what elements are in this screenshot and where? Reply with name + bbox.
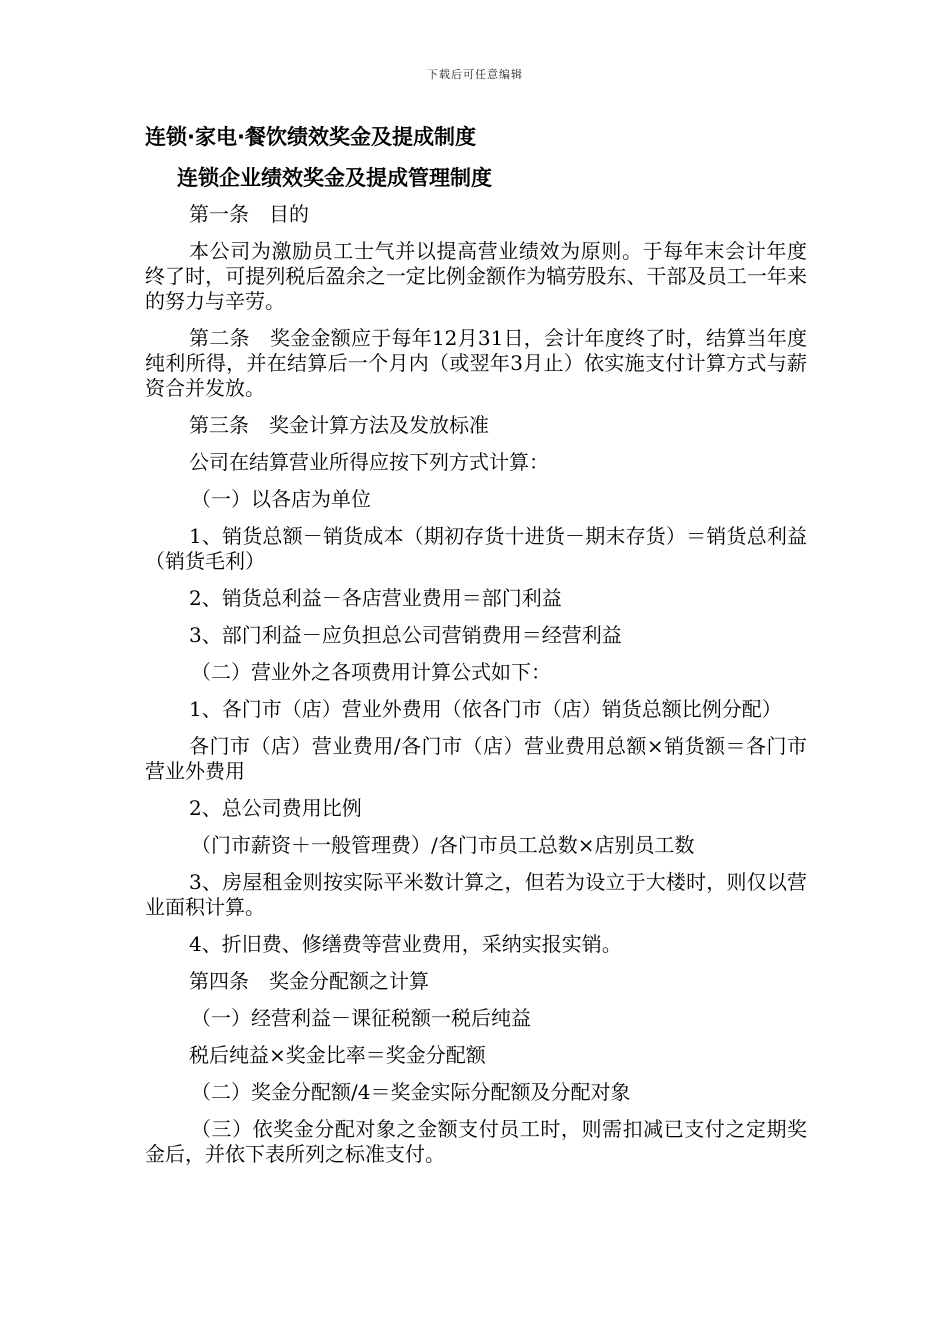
list-item: 4、折旧费、修缮费等营业费用，采纳实报实销。 bbox=[189, 932, 622, 956]
document-body bbox=[145, 122, 807, 1179]
formula-line: （门市薪资＋一般管理费）/各门市员工总数×店别员工数 bbox=[191, 833, 695, 857]
document-subtitle: 连锁企业绩效奖金及提成管理制度 bbox=[177, 166, 492, 190]
list-heading: （二）营业外之各项费用计算公式如下： bbox=[191, 660, 551, 684]
formula-line: 各门市（店）营业费用/各门市（店）营业费用总额×销货额＝各门市营业外费用 bbox=[145, 734, 807, 783]
formula-line: 税后纯益×奖金比率＝奖金分配额 bbox=[189, 1043, 486, 1067]
list-heading: （一）以各店为单位 bbox=[191, 487, 371, 511]
article-heading: 第三条 奖金计算方法及发放标准 bbox=[189, 413, 489, 437]
list-item: （三）依奖金分配对象之金额支付员工时，则需扣减已支付之定期奖金后，并依下表所列之标准支付。 bbox=[145, 1117, 807, 1166]
list-item: （二）奖金分配额/4＝奖金实际分配额及分配对象 bbox=[191, 1080, 631, 1104]
article-heading: 第四条 奖金分配额之计算 bbox=[189, 969, 429, 993]
list-item: 2、销货总利益－各店营业费用＝部门利益 bbox=[189, 586, 562, 610]
list-item: 2、总公司费用比例 bbox=[189, 796, 362, 820]
list-item: 1、各门市（店）营业外费用（依各门市（店）销货总额比例分配） bbox=[189, 697, 782, 721]
paragraph: 公司在结算营业所得应按下列方式计算： bbox=[189, 450, 549, 474]
paragraph: 第二条 奖金金额应于每年12月31日，会计年度终了时，结算当年度纯利所得，并在结算后一个月内（或翌年3月止）依实施支付计算方式与薪资合并发放。 bbox=[145, 326, 807, 400]
paragraph: 本公司为激励员工士气并以提高营业绩效为原则。于每年末会计年度终了时，可提列税后盈余之一定比例金额作为犒劳股东、干部及员工一年来的努力与辛劳。 bbox=[145, 239, 807, 313]
list-item: 3、房屋租金则按实际平米数计算之，但若为设立于大楼时，则仅以营业面积计算。 bbox=[145, 870, 807, 919]
article-heading: 第一条 目的 bbox=[189, 202, 309, 226]
document-title: 连锁·家电·餐饮绩效奖金及提成制度 bbox=[145, 125, 476, 149]
header-note: 下载后可任意编辑 bbox=[427, 68, 523, 81]
list-item: 3、部门利益－应负担总公司营销费用＝经营利益 bbox=[189, 623, 622, 647]
list-item: 1、销货总额－销货成本（期初存货十进货－期末存货）＝销货总利益（销货毛利） bbox=[145, 524, 807, 573]
list-item: （一）经营利益－课征税额一税后纯益 bbox=[191, 1006, 531, 1030]
